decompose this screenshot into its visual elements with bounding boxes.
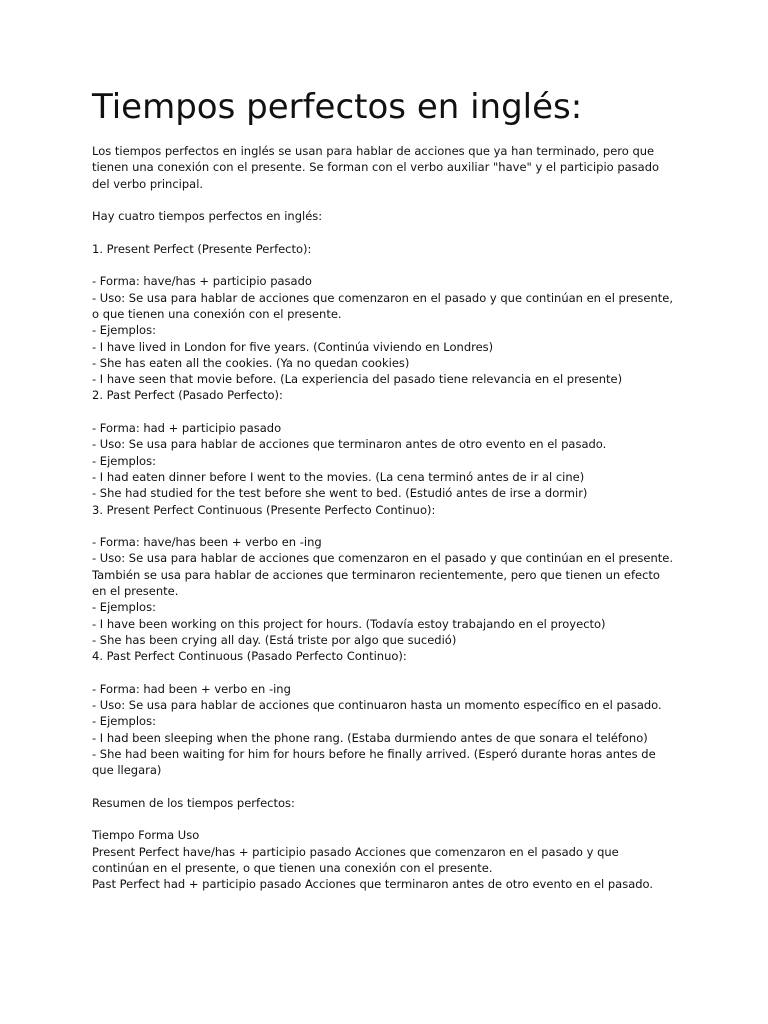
text-line: tienen una conexión con el presente. Se forman con el verbo auxiliar "have" y el participio pasado: [92, 160, 660, 175]
text-line: - Ejemplos:: [92, 453, 156, 468]
blank-line: [92, 518, 682, 534]
text-line: También se usa para hablar de acciones que terminaron recientemente, pero que tienen un efecto: [92, 567, 660, 582]
text-line: - Uso: Se usa para hablar de acciones que comenzaron en el pasado y que continúan en el presente.: [92, 551, 673, 566]
blank-line: [92, 665, 682, 681]
text-line: Present Perfect have/has + participio pasado Acciones que comenzaron en el pasado y que: [92, 844, 619, 859]
text-line: Hay cuatro tiempos perfectos en inglés:: [92, 209, 323, 224]
text-line: Los tiempos perfectos en inglés se usan para hablar de acciones que ya han terminado, pero que: [92, 144, 655, 158]
text-line: - Forma: have/has + participio pasado: [92, 274, 312, 289]
text-line: - I have lived in London for five years. (Continúa viviendo en Londres): [92, 339, 494, 354]
text-line: - I had been sleeping when the phone rang. (Estaba durmiendo antes de que sonara el teléfono): [92, 730, 648, 745]
text-line: o que tienen una conexión con el presente.: [92, 306, 342, 321]
text-line: 3. Present Perfect Continuous (Presente Perfecto Continuo):: [92, 502, 436, 517]
text-line: Tiempo Forma Uso: [92, 828, 200, 843]
text-line: - I had eaten dinner before I went to the movies. (La cena terminó antes de ir al cine): [92, 469, 585, 484]
text-line: - Ejemplos:: [92, 600, 156, 615]
text-line: - Ejemplos:: [92, 323, 156, 338]
document-body: [92, 143, 682, 893]
text-line: - She had been waiting for him for hours before he finally arrived. (Esperó durante horas antes de: [92, 746, 656, 761]
text-line: - I have seen that movie before. (La experiencia del pasado tiene relevancia en el presente): [92, 372, 623, 387]
text-line: - Uso: Se usa para hablar de acciones que terminaron antes de otro evento en el pasado.: [92, 437, 607, 452]
text-line: que llegara): [92, 763, 162, 778]
text-line: - Forma: had been + verbo en -ing: [92, 681, 291, 696]
blank-line: [92, 811, 682, 827]
blank-line: [92, 404, 682, 420]
text-line: - She had studied for the test before she went to bed. (Estudió antes de irse a dormir): [92, 486, 588, 501]
blank-line: [92, 257, 682, 273]
text-line: 4. Past Perfect Continuous (Pasado Perfecto Continuo):: [92, 649, 407, 664]
blank-line: [92, 224, 682, 240]
text-line: en el presente.: [92, 584, 179, 599]
text-line: - Forma: have/has been + verbo en -ing: [92, 535, 322, 550]
text-line: - Forma: had + participio pasado: [92, 421, 282, 436]
text-line: Resumen de los tiempos perfectos:: [92, 795, 295, 810]
text-line: - Ejemplos:: [92, 714, 156, 729]
text-line: del verbo principal.: [92, 176, 204, 191]
document-title: Tiempos perfectos en inglés:: [92, 87, 583, 127]
blank-line: [92, 779, 682, 795]
text-line: - Uso: Se usa para hablar de acciones que continuaron hasta un momento específico en el pasado.: [92, 698, 662, 713]
blank-line: [92, 192, 682, 208]
text-line: Past Perfect had + participio pasado Acciones que terminaron antes de otro evento en el pasado.: [92, 877, 654, 892]
text-line: continúan en el presente, o que tienen una conexión con el presente.: [92, 861, 493, 876]
text-line: - Uso: Se usa para hablar de acciones que comenzaron en el pasado y que continúan en el presente,: [92, 290, 673, 305]
text-line: - She has been crying all day. (Está triste por algo que sucedió): [92, 632, 457, 647]
text-line: 1. Present Perfect (Presente Perfecto):: [92, 241, 312, 256]
text-line: 2. Past Perfect (Pasado Perfecto):: [92, 388, 283, 403]
text-line: - She has eaten all the cookies. (Ya no quedan cookies): [92, 355, 410, 370]
text-line: - I have been working on this project for hours. (Todavía estoy trabajando en el proyecto): [92, 616, 606, 631]
